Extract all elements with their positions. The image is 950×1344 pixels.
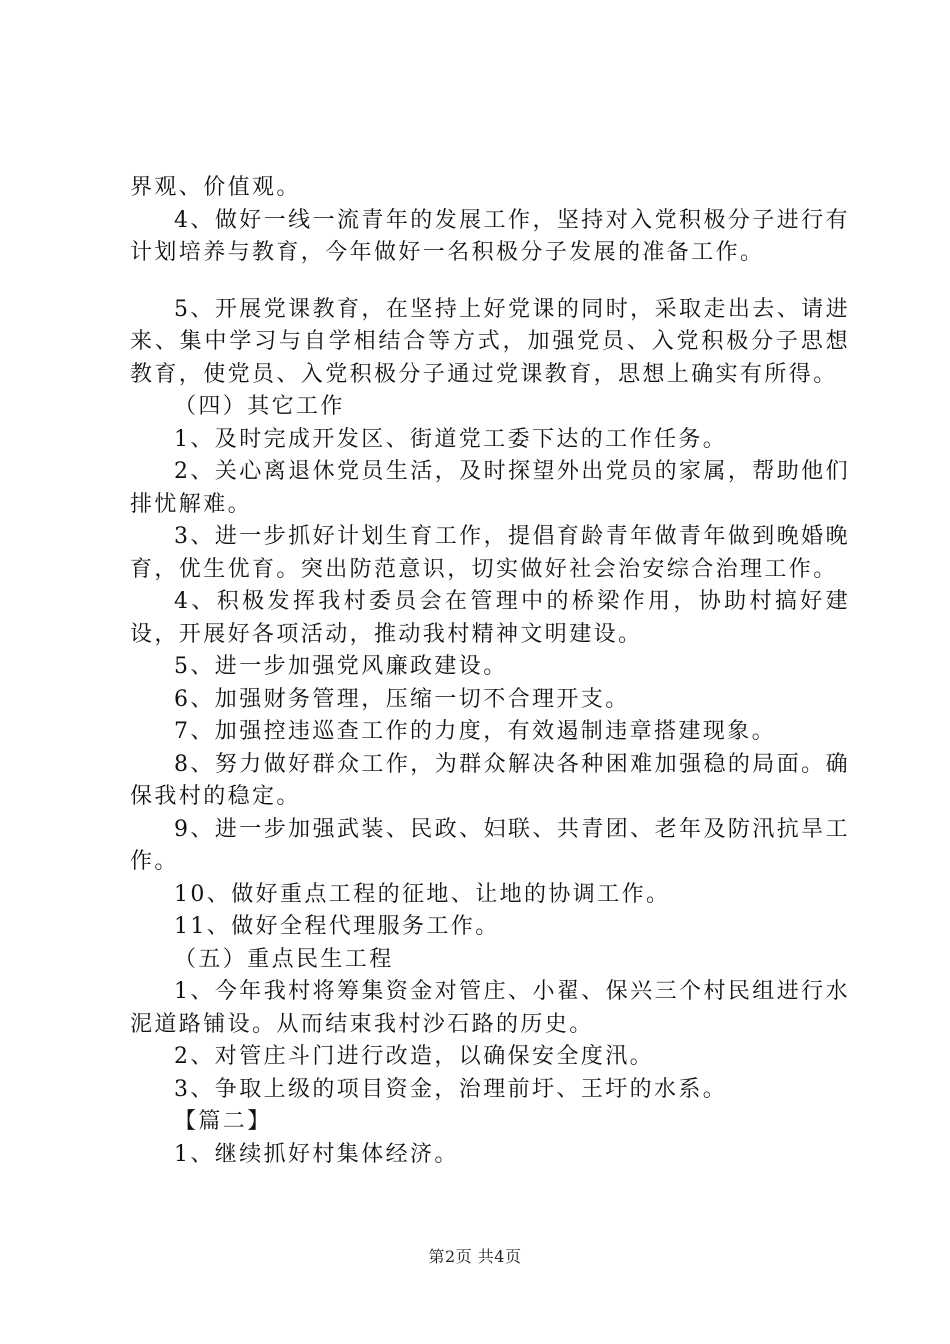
paragraph-continuation: 界观、价值观。 [130, 175, 301, 200]
paragraph-item: 7、加强控违巡查工作的力度，有效遏制违章搭建现象。 [174, 719, 776, 744]
section-heading: （四）其它工作 [174, 394, 345, 419]
paragraph-item: 9、进一步加强武装、民政、妇联、共青团、老年及防汛抗旱工作。 [130, 816, 850, 874]
paragraph-item: 1、及时完成开发区、街道党工委下达的工作任务。 [174, 426, 728, 452]
paragraph-item: 1、继续抓好村集体经济。 [174, 1141, 459, 1167]
paragraph-item: 1、今年我村将筹集资金对管庄、小翟、保兴三个村民组进行水泥道路铺设。从而结束我村沙石路的历史。 [130, 979, 850, 1037]
paragraph-item: 5、进一步加强党风廉政建设。 [174, 654, 508, 679]
paragraph-item: 4、积极发挥我村委员会在管理中的桥梁作用，协助村搞好建设，开展好各项活动，推动我村精神文明建设。 [130, 589, 850, 647]
paragraph-item: 4、做好一线一流青年的发展工作，坚持对入党积极分子进行有计划培养与教育，今年做好一名积极分子发展的准备工作。 [130, 207, 850, 265]
chapter-heading: 【篇二】 [174, 1109, 272, 1134]
paragraph-gap [130, 270, 850, 294]
paragraph-item: 2、对管庄斗门进行改造，以确保安全度汛。 [174, 1044, 654, 1069]
paragraph-item: 8、努力做好群众工作，为群众解决各种困难加强稳的局面。确保我村的稳定。 [130, 751, 850, 809]
paragraph-item: 3、争取上级的项目资金，治理前圩、王圩的水系。 [174, 1076, 728, 1102]
page-footer: 第2页 共4页 [428, 1247, 522, 1266]
section-heading: （五）重点民生工程 [174, 946, 394, 972]
paragraph-item: 11、做好全程代理服务工作。 [174, 914, 500, 939]
document-body [130, 172, 850, 1171]
paragraph-item: 6、加强财务管理，压缩一切不合理开支。 [174, 686, 630, 712]
paragraph-item: 10、做好重点工程的征地、让地的协调工作。 [174, 881, 671, 907]
paragraph-item: 2、关心离退休党员生活，及时探望外出党员的家属，帮助他们排忧解难。 [130, 459, 850, 517]
paragraph-item: 3、进一步抓好计划生育工作，提倡育龄青年做青年做到晚婚晚育，优生优育。突出防范意识，切实做好社会治安综合治理工作。 [130, 524, 850, 582]
paragraph-item: 5、开展党课教育，在坚持上好党课的同时，采取走出去、请进来、集中学习与自学相结合等方式，加强党员、入党积极分子思想教育，使党员、入党积极分子通过党课教育，思想上确实有所得。 [130, 296, 850, 387]
